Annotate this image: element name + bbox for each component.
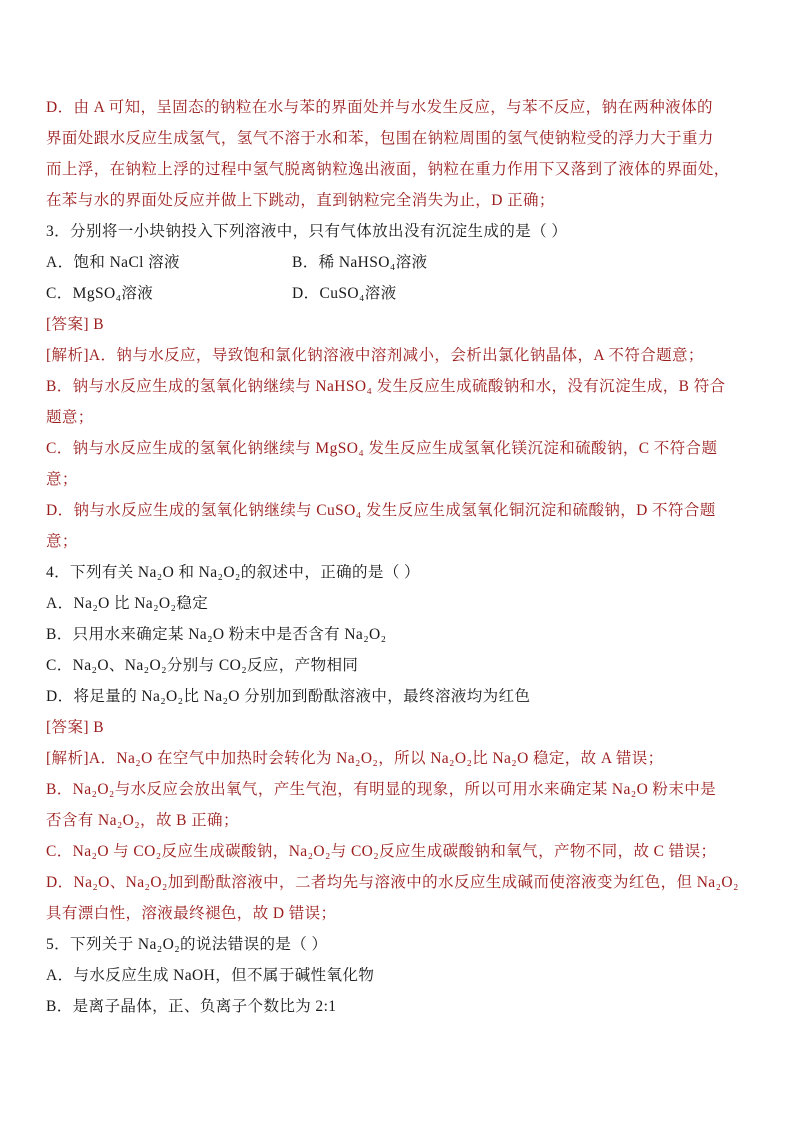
option-a: A．Na₂O 比 Na₂O₂稳定: [46, 595, 209, 612]
option-b: B．是离子晶体，正、负离子个数比为 2:1: [46, 998, 337, 1015]
explanation-line: B．Na₂O₂与水反应会放出氧气，产生气泡，有明显的现象，所以可用水来确定某 Na₂O 粉末中是: [46, 781, 717, 798]
question-3-options-row-1: [46, 247, 746, 278]
explanation-line: D．由 A 可知，呈固态的钠粒在水与苯的界面处并与水发生反应，与苯不反应，钠在两种液体的: [46, 99, 713, 116]
option-d: D．将足量的 Na₂O₂比 Na₂O 分别加到酚酞溶液中，最终溶液均为红色: [46, 688, 531, 705]
explanation-line: 界面处跟水反应生成氢气，氢气不溶于水和苯，包围在钠粒周围的氢气使钠粒受的浮力大于重力: [46, 130, 714, 147]
option-b: B．只用水来确定某 Na₂O 粉末中是否含有 Na₂O₂: [46, 626, 387, 643]
explanation-line: 意；: [46, 471, 78, 488]
option-a: A．与水反应生成 NaOH，但不属于碱性氧化物: [46, 967, 375, 984]
explanation-line: 具有漂白性，溶液最终褪色，故 D 错误；: [46, 905, 337, 922]
answer-line: [答案] B: [46, 719, 104, 736]
question-3-options-row-2: [46, 278, 746, 309]
explanation-line: 意；: [46, 533, 78, 550]
question-4-stem: 4．下列有关 Na₂O 和 Na₂O₂的叙述中，正确的是（ ）: [46, 564, 420, 581]
option-d: D．CuSO₄溶液: [292, 285, 397, 302]
explanation-line: [解析]A．钠与水反应，导致饱和氯化钠溶液中溶剂减小，会析出氯化钠晶体，A 不符合题意；: [46, 347, 704, 364]
option-a: A．饱和 NaCl 溶液: [46, 254, 180, 271]
question-5-stem: 5．下列关于 Na₂O₂的说法错误的是（ ）: [46, 936, 328, 953]
explanation-line: 题意；: [46, 409, 94, 426]
explanation-line: D．钠与水反应生成的氢氧化钠继续与 CuSO₄ 发生反应生成氢氧化铜沉淀和硫酸钠，D 不符合题: [46, 502, 716, 519]
question-3-stem: 3．分别将一小块钠投入下列溶液中，只有气体放出没有沉淀生成的是（ ）: [46, 223, 568, 240]
document-page: [46, 92, 746, 1022]
option-c: C．MgSO₄溶液: [46, 285, 154, 302]
explanation-line: [解析]A．Na₂O 在空气中加热时会转化为 Na₂O₂，所以 Na₂O₂比 Na₂O 稳定，故 A 错误；: [46, 750, 664, 767]
answer-line: [答案] B: [46, 316, 104, 333]
explanation-line: 在苯与水的界面处反应并做上下跳动，直到钠粒完全消失为止，D 正确；: [46, 192, 555, 209]
explanation-line: 否含有 Na₂O₂，故 B 正确；: [46, 812, 239, 829]
explanation-line: 而上浮，在钠粒上浮的过程中氢气脱离钠粒逸出液面，钠粒在重力作用下又落到了液体的界面处，: [46, 161, 730, 178]
explanation-line: C．钠与水反应生成的氢氧化钠继续与 MgSO₄ 发生反应生成氢氧化镁沉淀和硫酸钠，C 不符合题: [46, 440, 718, 457]
option-b: B．稀 NaHSO₄溶液: [292, 254, 428, 271]
explanation-line: C．Na₂O 与 CO₂反应生成碳酸钠，Na₂O₂与 CO₂反应生成碳酸钠和氧气，产物不同，故 C 错误；: [46, 843, 717, 860]
explanation-line: B．钠与水反应生成的氢氧化钠继续与 NaHSO₄ 发生反应生成硫酸钠和水，没有沉淀生成，B 符合: [46, 378, 726, 395]
option-c: C．Na₂O、Na₂O₂分别与 CO₂反应，产物相同: [46, 657, 359, 674]
explanation-line: D．Na₂O、Na₂O₂加到酚酞溶液中，二者均先与溶液中的水反应生成碱而使溶液变为红色，但 Na₂O₂: [46, 874, 739, 891]
